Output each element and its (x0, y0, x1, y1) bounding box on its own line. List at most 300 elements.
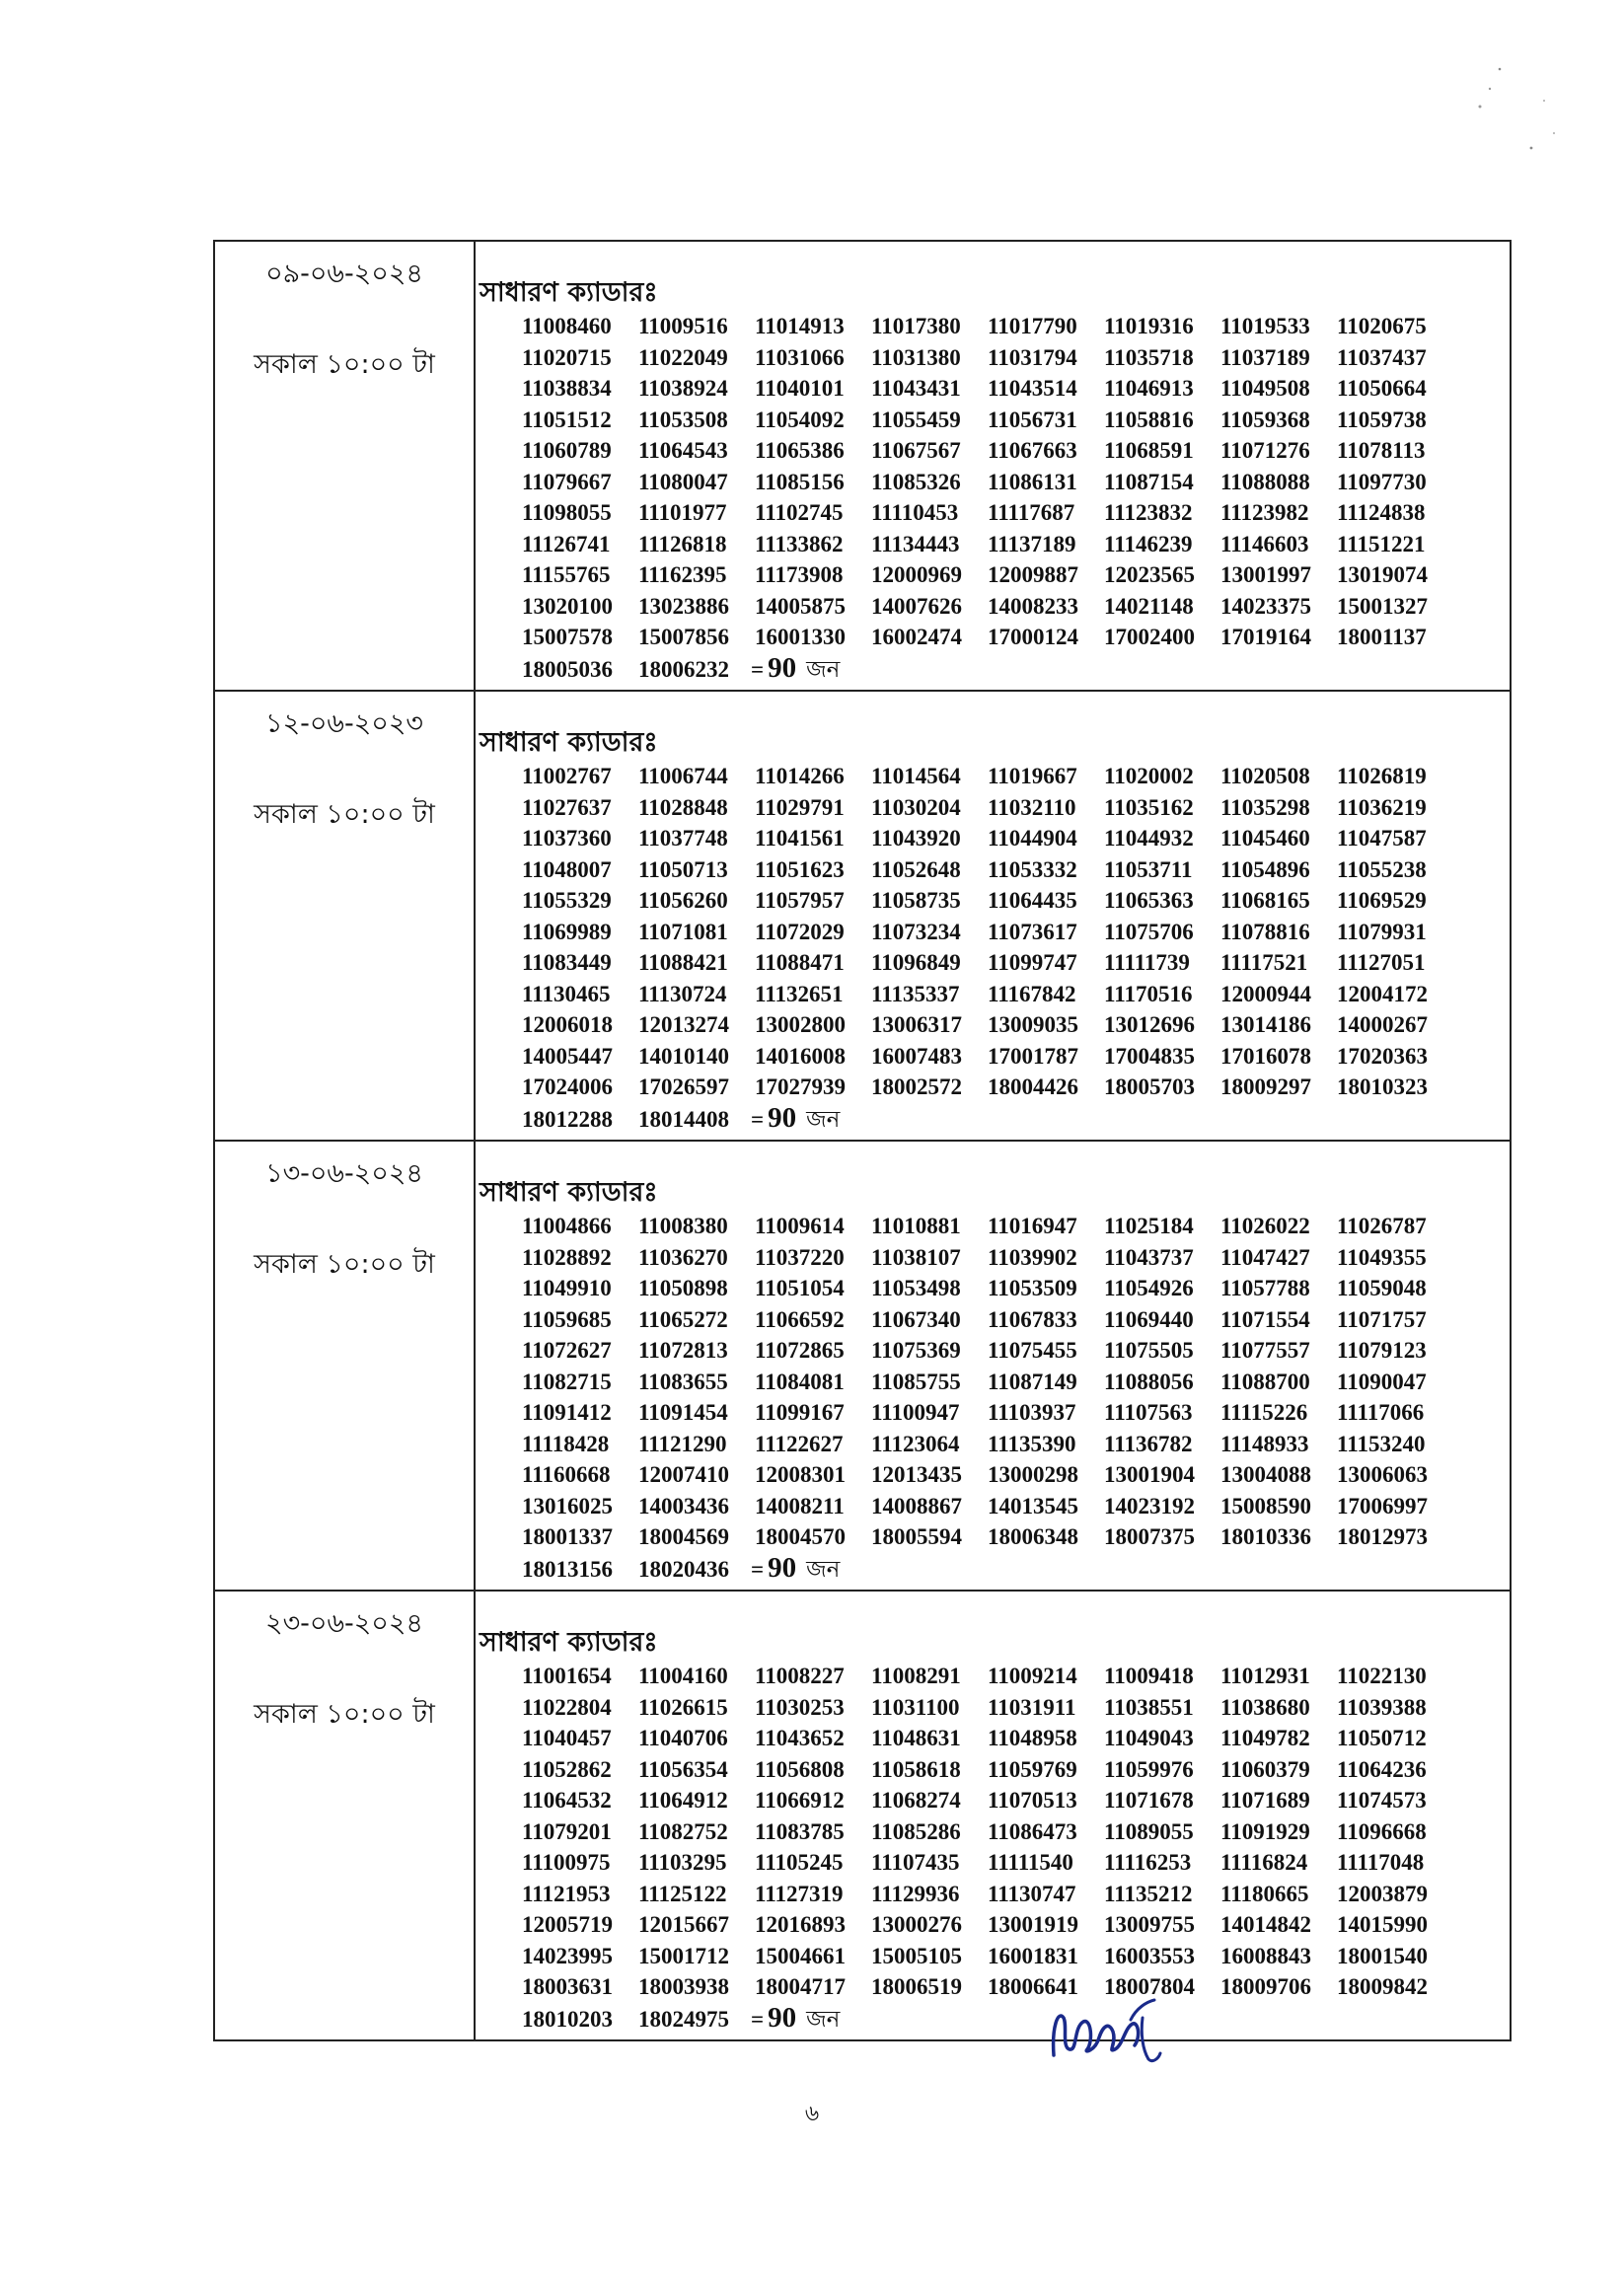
candidate-count: 90 (768, 1551, 797, 1584)
roll-number: 15004661 (755, 1943, 846, 1968)
roll-row (522, 1009, 1510, 1041)
roll-row (522, 529, 1510, 560)
roll-numbers (476, 1661, 1510, 2039)
roll-number: 11039388 (1337, 1694, 1427, 1720)
roll-number: 11051623 (755, 856, 845, 882)
roll-number: 11100947 (871, 1400, 960, 1425)
roll-number: 11072029 (755, 919, 845, 944)
roll-number: 11079201 (522, 1818, 612, 1844)
roll-number: 11049508 (1220, 376, 1310, 401)
roll-number: 11050898 (638, 1276, 728, 1300)
roll-number: 11026787 (1337, 1214, 1427, 1238)
roll-number: 11136782 (1104, 1431, 1193, 1456)
roll-row (522, 653, 1510, 685)
roll-number: 17004835 (1104, 1043, 1195, 1069)
roll-number: 11135212 (1104, 1881, 1193, 1906)
roll-row (522, 1242, 1510, 1274)
roll-number: 11088700 (1220, 1369, 1310, 1394)
roll-number: 11085286 (871, 1818, 961, 1844)
roll-number: 11087149 (988, 1369, 1077, 1394)
roll-number: 11014564 (871, 764, 961, 788)
roll-number: 11025184 (1104, 1214, 1194, 1238)
roll-number: 11017380 (871, 314, 961, 338)
roll-number: 11059048 (1337, 1276, 1427, 1300)
roll-number: 11130724 (638, 981, 727, 1006)
equals-sign: = (751, 2006, 765, 2032)
roll-number: 11125122 (638, 1881, 727, 1906)
roll-number: 12023565 (1104, 562, 1195, 587)
cadre-label: সাধারণ ক্যাডারঃ (480, 1177, 658, 1208)
roll-number: 11054896 (1220, 856, 1310, 882)
roll-number: 11044904 (988, 826, 1077, 851)
roll-number: 18006348 (988, 1524, 1078, 1549)
roll-number: 11117048 (1337, 1850, 1425, 1875)
roll-number: 17026597 (638, 1074, 729, 1099)
roll-number: 11088421 (638, 950, 728, 975)
roll-number: 11009516 (638, 314, 728, 338)
roll-number: 11043652 (755, 1726, 845, 1750)
roll-number: 11073617 (988, 919, 1077, 944)
roll-list-cell (475, 241, 1511, 691)
roll-number: 11123832 (1104, 500, 1193, 525)
roll-number: 11001654 (522, 1664, 612, 1688)
roll-row (522, 1521, 1510, 1553)
roll-number: 11027637 (522, 794, 612, 820)
roll-row (522, 1491, 1510, 1522)
equals-sign: = (751, 656, 765, 682)
roll-number: 17002400 (1104, 625, 1195, 649)
roll-number: 13020100 (522, 593, 613, 619)
roll-number: 12005719 (522, 1912, 613, 1937)
roll-number: 11123982 (1220, 500, 1309, 525)
roll-number: 11117687 (988, 500, 1075, 525)
roll-number: 11098055 (522, 500, 612, 525)
roll-number: 11069989 (522, 919, 612, 944)
roll-number: 11036219 (1337, 794, 1427, 820)
roll-number: 11053332 (988, 856, 1077, 882)
roll-number: 11065386 (755, 438, 845, 463)
roll-number: 11134443 (871, 531, 960, 556)
roll-number: 17000124 (988, 625, 1078, 649)
roll-number: 11037220 (755, 1244, 845, 1270)
roll-number: 11111540 (988, 1850, 1073, 1875)
roll-number: 11058816 (1104, 407, 1194, 432)
roll-number: 14008233 (988, 593, 1078, 619)
roll-row (522, 1553, 1510, 1585)
roll-number: 11004160 (638, 1664, 728, 1688)
roll-number: 11047427 (1220, 1244, 1310, 1270)
roll-number: 18005594 (871, 1524, 962, 1549)
roll-number: 18001540 (1337, 1943, 1428, 1968)
roll-number: 11124838 (1337, 500, 1426, 525)
roll-number: 11019316 (1104, 314, 1194, 338)
roll-number: 11040101 (755, 376, 845, 401)
date-time-cell (214, 241, 475, 691)
roll-number: 11091929 (1220, 1818, 1310, 1844)
roll-number: 11022049 (638, 344, 728, 370)
roll-number: 18006232 (638, 656, 729, 682)
roll-number: 11055238 (1337, 856, 1427, 882)
roll-number: 11014266 (755, 764, 845, 788)
roll-number: 11051512 (522, 407, 612, 432)
roll-number: 17019164 (1220, 625, 1311, 649)
roll-number: 18001137 (1337, 625, 1427, 649)
roll-number: 11037748 (638, 826, 728, 851)
roll-number: 11031100 (871, 1694, 960, 1720)
roll-number: 14008211 (755, 1493, 845, 1518)
roll-number: 11135337 (871, 981, 960, 1006)
roll-number: 13006317 (871, 1012, 962, 1037)
roll-number: 11038107 (871, 1244, 961, 1270)
roll-number: 11064435 (988, 888, 1077, 913)
signature-mark (1044, 1998, 1172, 2067)
roll-number: 18009706 (1220, 1974, 1311, 1999)
roll-number: 11132651 (755, 981, 844, 1006)
roll-number: 11079931 (1337, 919, 1427, 944)
roll-number: 11069529 (1337, 888, 1427, 913)
roll-number: 11035162 (1104, 794, 1194, 820)
roll-number: 18012288 (522, 1106, 613, 1132)
roll-number: 11020715 (522, 344, 612, 370)
roll-number: 11075505 (1104, 1338, 1194, 1363)
roll-row (522, 761, 1510, 792)
count-unit: জন (806, 2006, 841, 2033)
signature (1044, 1998, 1172, 2071)
roll-number: 11116253 (1104, 1850, 1192, 1875)
roll-number: 11083655 (638, 1369, 728, 1394)
roll-number: 12003879 (1337, 1881, 1428, 1906)
roll-number: 11077557 (1220, 1338, 1310, 1363)
exam-time: সকাল ১০:০০ টা (254, 1699, 435, 1730)
roll-row (522, 1273, 1510, 1304)
roll-number: 11122627 (755, 1431, 844, 1456)
roll-number: 11032110 (988, 794, 1076, 820)
roll-number: 15007856 (638, 625, 729, 649)
roll-number: 11009418 (1104, 1664, 1194, 1688)
roll-number: 11043737 (1104, 1244, 1194, 1270)
roll-number: 13016025 (522, 1493, 613, 1518)
roll-number: 14000267 (1337, 1012, 1428, 1037)
roll-number: 11083785 (755, 1818, 845, 1844)
roll-number: 14015990 (1337, 1912, 1428, 1937)
roll-number: 11054092 (755, 407, 845, 432)
roll-number: 16001831 (988, 1943, 1078, 1968)
roll-row (522, 1909, 1510, 1941)
roll-number: 14005875 (755, 593, 846, 619)
roll-number: 12009887 (988, 562, 1078, 587)
roll-number: 14013545 (988, 1493, 1078, 1518)
roll-row (522, 792, 1510, 824)
roll-row (522, 885, 1510, 917)
roll-number: 11022804 (522, 1694, 612, 1720)
roll-number: 11045460 (1220, 826, 1310, 851)
roll-number: 11105245 (755, 1850, 844, 1875)
roll-number: 11053509 (988, 1276, 1077, 1300)
roll-number: 16003553 (1104, 1943, 1195, 1968)
roll-number: 11074573 (1337, 1788, 1427, 1813)
roll-number: 11057957 (755, 888, 845, 913)
roll-number: 11060789 (522, 438, 612, 463)
roll-number: 11075369 (871, 1338, 961, 1363)
roll-number: 11056354 (638, 1756, 728, 1782)
roll-number: 11089055 (1104, 1818, 1194, 1844)
roll-number: 11050712 (1337, 1726, 1427, 1750)
roll-number: 14021148 (1104, 593, 1194, 619)
roll-number: 11160668 (522, 1462, 611, 1487)
roll-number: 11118428 (522, 1431, 610, 1456)
roll-number: 11130465 (522, 981, 611, 1006)
roll-number: 11039902 (988, 1244, 1077, 1270)
roll-number: 14023375 (1220, 593, 1311, 619)
roll-number: 12013435 (871, 1462, 962, 1487)
roll-number: 11057788 (1220, 1276, 1310, 1300)
roll-number: 11002767 (522, 764, 612, 788)
roll-number: 11048631 (871, 1726, 961, 1750)
roll-number: 11059685 (522, 1306, 612, 1332)
roll-number: 11065272 (638, 1306, 728, 1332)
roll-row (522, 1879, 1510, 1910)
roll-number: 11071689 (1220, 1788, 1310, 1813)
roll-number: 11031066 (755, 344, 845, 370)
roll-number: 11038924 (638, 376, 728, 401)
roll-row (522, 467, 1510, 498)
roll-number: 11099747 (988, 950, 1077, 975)
roll-number: 18005703 (1104, 1074, 1195, 1099)
roll-number: 18014408 (638, 1106, 729, 1132)
roll-number: 11068591 (1104, 438, 1194, 463)
roll-number: 14003436 (638, 1493, 729, 1518)
roll-number: 11067567 (871, 438, 961, 463)
roll-number: 11053508 (638, 407, 728, 432)
roll-number: 17020363 (1337, 1043, 1428, 1069)
roll-number: 11028892 (522, 1244, 612, 1270)
roll-number: 18003631 (522, 1974, 613, 1999)
roll-row (522, 311, 1510, 342)
roll-number: 11123064 (871, 1431, 960, 1456)
roll-number: 11037360 (522, 826, 612, 851)
roll-number: 11088056 (1104, 1369, 1194, 1394)
roll-number: 11072865 (755, 1338, 845, 1363)
roll-number: 11180665 (1220, 1881, 1309, 1906)
roll-number: 11090047 (1337, 1369, 1427, 1394)
roll-number: 11091454 (638, 1400, 728, 1425)
roll-number: 18004570 (755, 1524, 846, 1549)
roll-number: 11115226 (1220, 1400, 1308, 1425)
roll-number: 11046913 (1104, 376, 1194, 401)
roll-number: 11009614 (755, 1214, 845, 1238)
roll-row (522, 1692, 1510, 1724)
roll-number: 12015667 (638, 1912, 729, 1937)
roll-number: 11056808 (755, 1756, 845, 1782)
roll-row (522, 1847, 1510, 1879)
roll-number: 11020002 (1104, 764, 1194, 788)
roll-number: 11031794 (988, 344, 1077, 370)
schedule-row (214, 1141, 1511, 1591)
roll-number: 11097730 (1337, 469, 1427, 494)
roll-number: 17024006 (522, 1074, 613, 1099)
roll-number: 11087154 (1104, 469, 1194, 494)
roll-number: 18013156 (522, 1556, 613, 1582)
roll-number: 16008843 (1220, 1943, 1311, 1968)
roll-number: 11043514 (988, 376, 1077, 401)
roll-number: 11038551 (1104, 1694, 1194, 1720)
roll-row (522, 1754, 1510, 1786)
roll-number: 14007626 (871, 593, 962, 619)
scan-specks (1431, 39, 1608, 172)
roll-number: 18024975 (638, 2006, 729, 2032)
roll-row (522, 497, 1510, 529)
roll-number: 11073234 (871, 919, 961, 944)
roll-number: 12007410 (638, 1462, 729, 1487)
roll-number: 18005036 (522, 656, 613, 682)
roll-number: 11096668 (1337, 1818, 1427, 1844)
roll-number: 11071678 (1104, 1788, 1194, 1813)
exam-time: সকাল ১০:০০ টা (254, 1249, 435, 1280)
roll-number: 13006063 (1337, 1462, 1428, 1487)
roll-number: 11064236 (1337, 1756, 1427, 1782)
roll-row (522, 1723, 1510, 1754)
roll-number: 11117521 (1220, 950, 1308, 975)
schedule-row (214, 691, 1511, 1141)
date-time-cell (214, 691, 475, 1141)
roll-number: 11043431 (871, 376, 961, 401)
roll-number: 11070513 (988, 1788, 1077, 1813)
roll-number: 11031911 (988, 1694, 1076, 1720)
roll-number: 11022130 (1337, 1664, 1427, 1688)
roll-number: 11102745 (755, 500, 844, 525)
roll-number: 11049782 (1220, 1726, 1310, 1750)
roll-number: 11053498 (871, 1276, 961, 1300)
roll-number: 15005105 (871, 1943, 962, 1968)
roll-number: 11085326 (871, 469, 961, 494)
roll-number: 11049910 (522, 1276, 612, 1300)
roll-number: 11111739 (1104, 950, 1190, 975)
roll-number: 11068274 (871, 1788, 961, 1813)
roll-number: 11075706 (1104, 919, 1194, 944)
roll-number: 11009214 (988, 1664, 1077, 1688)
roll-row (522, 947, 1510, 979)
roll-number: 11008460 (522, 314, 612, 338)
roll-number: 11038834 (522, 376, 612, 401)
roll-number: 11010881 (871, 1214, 961, 1238)
roll-number: 18004426 (988, 1074, 1078, 1099)
roll-number: 12016893 (755, 1912, 846, 1937)
roll-number: 11017790 (988, 314, 1077, 338)
roll-number: 11026819 (1337, 764, 1427, 788)
roll-number: 18012973 (1337, 1524, 1428, 1549)
roll-number: 11126818 (638, 531, 727, 556)
roll-number: 13001919 (988, 1912, 1078, 1937)
roll-number: 11050713 (638, 856, 728, 882)
roll-number: 11129936 (871, 1881, 960, 1906)
roll-number: 11035298 (1220, 794, 1310, 820)
roll-number: 11041561 (755, 826, 845, 851)
roll-number: 11051054 (755, 1276, 845, 1300)
roll-number: 11006744 (638, 764, 728, 788)
roll-number: 11064912 (638, 1788, 728, 1813)
roll-row (522, 1103, 1510, 1135)
roll-number: 15001327 (1337, 593, 1428, 619)
roll-number: 11038680 (1220, 1694, 1310, 1720)
exam-time: সকাল ১০:০০ টা (254, 349, 435, 380)
roll-row (522, 1304, 1510, 1336)
roll-number: 11043920 (871, 826, 961, 851)
roll-number: 11146239 (1104, 531, 1193, 556)
roll-number: 11064543 (638, 438, 728, 463)
roll-number: 14023995 (522, 1943, 613, 1968)
roll-row (522, 591, 1510, 623)
roll-row (522, 1816, 1510, 1848)
roll-number: 11031380 (871, 344, 961, 370)
roll-number: 11035718 (1104, 344, 1194, 370)
cadre-label: সাধারণ ক্যাডারঃ (480, 727, 658, 758)
roll-row (522, 559, 1510, 591)
roll-number: 17006997 (1337, 1493, 1428, 1518)
roll-number: 11050664 (1337, 376, 1427, 401)
roll-number: 11064532 (522, 1788, 612, 1813)
roll-number: 11133862 (755, 531, 844, 556)
roll-number: 11049043 (1104, 1726, 1194, 1750)
roll-number: 11055459 (871, 407, 961, 432)
date-time-cell (214, 1141, 475, 1591)
roll-number: 11059368 (1220, 407, 1310, 432)
equals-sign: = (751, 1106, 765, 1132)
roll-number: 11056260 (638, 888, 728, 913)
roll-number: 16007483 (871, 1043, 962, 1069)
roll-number: 18010323 (1337, 1074, 1428, 1099)
roll-number: 11075455 (988, 1338, 1077, 1363)
roll-number: 17016078 (1220, 1043, 1311, 1069)
roll-number: 11103937 (988, 1400, 1076, 1425)
roll-number: 13009035 (988, 1012, 1078, 1037)
schedule-row (214, 241, 1511, 691)
roll-number: 11055329 (522, 888, 612, 913)
roll-number: 18010203 (522, 2006, 613, 2032)
roll-number: 11037437 (1337, 344, 1427, 370)
roll-row (522, 1785, 1510, 1816)
roll-number: 11059738 (1337, 407, 1427, 432)
roll-number: 11071276 (1220, 438, 1310, 463)
roll-number: 15008590 (1220, 1493, 1311, 1518)
roll-number: 11059769 (988, 1756, 1077, 1782)
roll-number: 11151221 (1337, 531, 1426, 556)
roll-number: 11040457 (522, 1726, 612, 1750)
roll-number: 11088088 (1220, 469, 1310, 494)
roll-number: 18006641 (988, 1974, 1078, 1999)
roll-number: 12013274 (638, 1012, 729, 1037)
roll-number: 18007375 (1104, 1524, 1195, 1549)
roll-numbers (476, 761, 1510, 1140)
roll-number: 11137189 (988, 531, 1076, 556)
count-unit: জন (806, 1106, 841, 1133)
roll-number: 11079667 (522, 469, 612, 494)
roll-number: 11162395 (638, 562, 727, 587)
date-time-cell (214, 1591, 475, 2040)
roll-row (522, 823, 1510, 854)
roll-number: 11099167 (755, 1400, 845, 1425)
roll-number: 11088471 (755, 950, 845, 975)
roll-list-cell (475, 691, 1511, 1141)
count-unit: জন (806, 656, 841, 683)
roll-row (522, 1429, 1510, 1460)
roll-number: 11058735 (871, 888, 961, 913)
roll-number: 11037189 (1220, 344, 1310, 370)
roll-row (522, 1367, 1510, 1398)
roll-number: 12000969 (871, 562, 962, 587)
roll-number: 11148933 (1220, 1431, 1309, 1456)
cadre-label: সাধারণ ক্যাডারঃ (480, 277, 658, 308)
roll-list-cell (475, 1591, 1511, 2040)
